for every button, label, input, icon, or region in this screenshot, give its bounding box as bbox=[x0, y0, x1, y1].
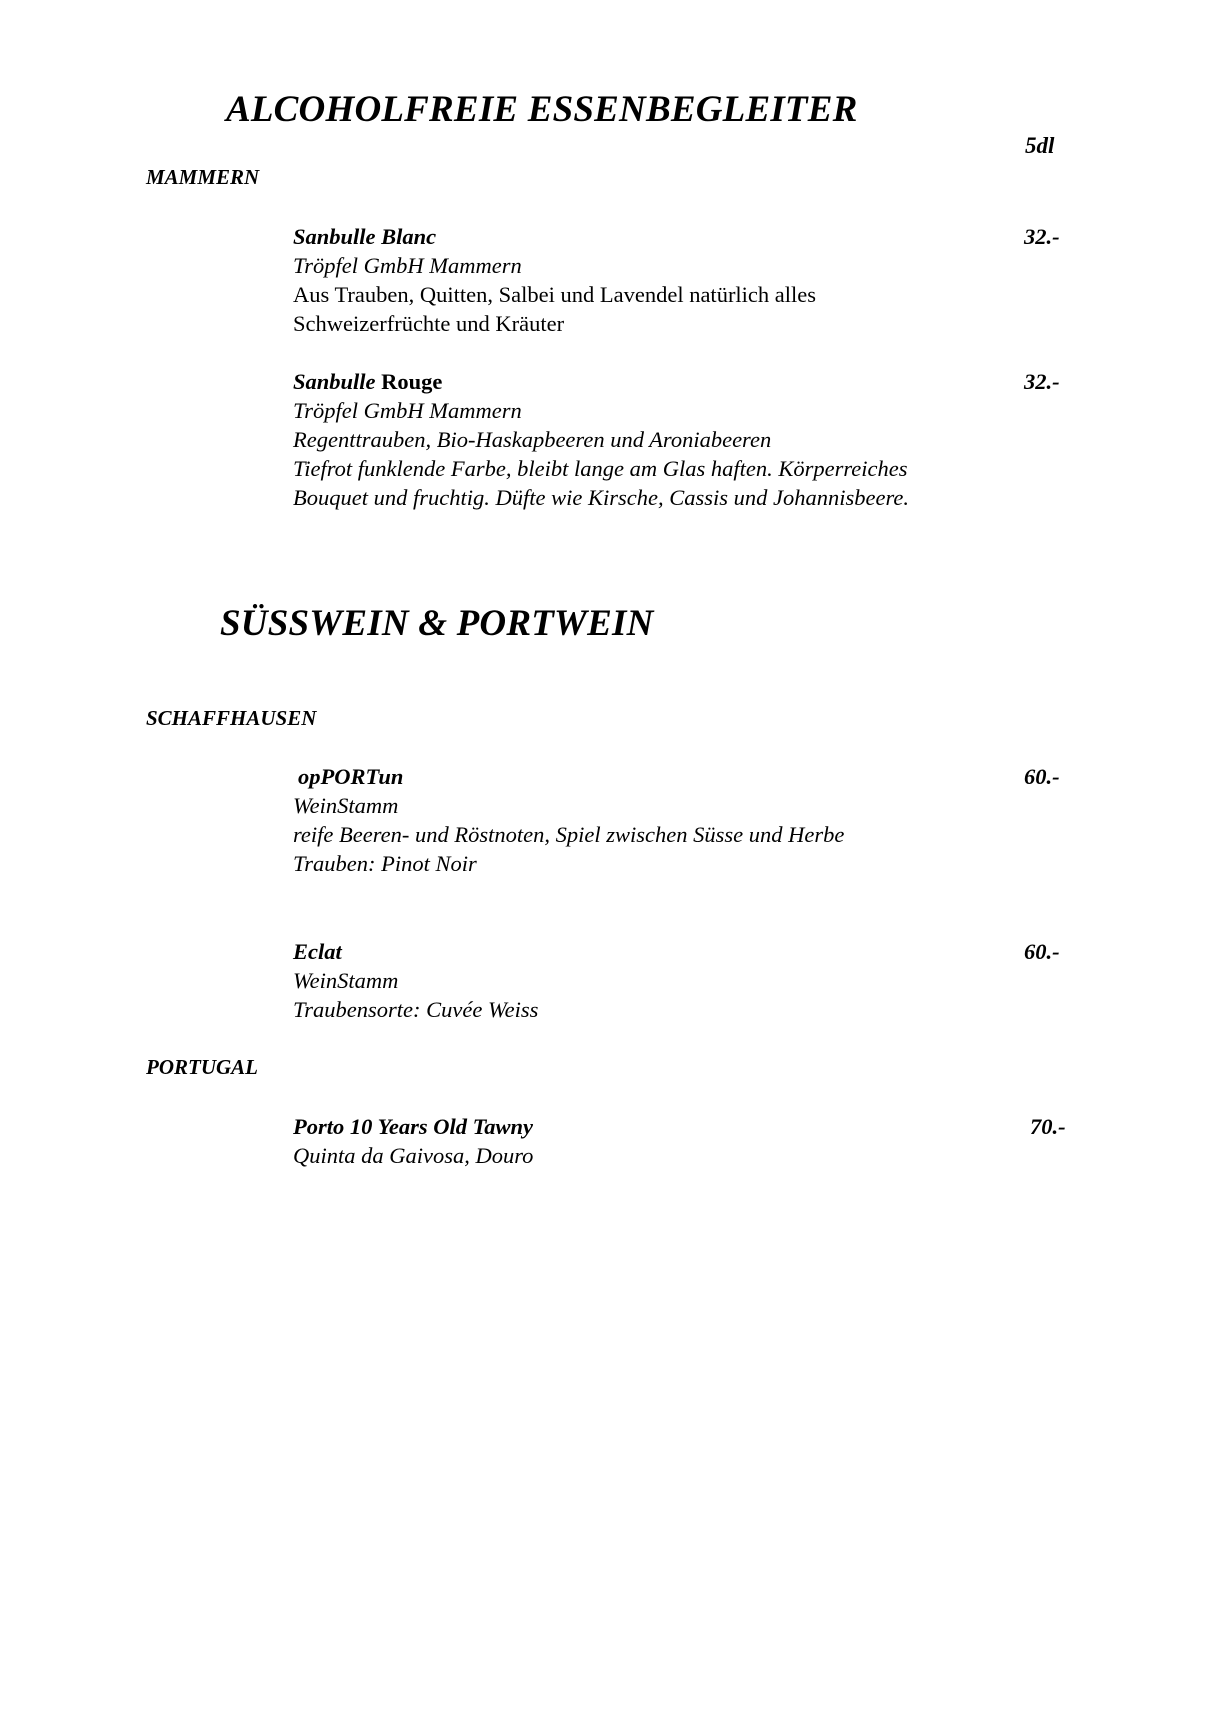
item-name: Sanbulle Rouge bbox=[293, 369, 443, 394]
region-label-portugal: PORTUGAL bbox=[146, 1055, 258, 1079]
item-name: Sanbulle Blanc bbox=[293, 224, 437, 249]
item-name: Porto 10 Years Old Tawny bbox=[293, 1114, 534, 1139]
item-producer: Tröpfel GmbH Mammern bbox=[293, 398, 522, 423]
section-title-alcoholfree: ALCOHOLFREIE ESSENBEGLEITER bbox=[226, 89, 858, 130]
item-description-line: Trauben: Pinot Noir bbox=[293, 851, 477, 876]
item-description-line: Aus Trauben, Quitten, Salbei und Lavendel natürlich alles bbox=[293, 282, 817, 307]
item-price: 60.- bbox=[1024, 764, 1060, 789]
menu-item-porto-tawny bbox=[293, 1112, 1073, 1170]
item-name: Eclat bbox=[293, 939, 342, 964]
menu-item-sanbulle-rouge bbox=[293, 367, 1073, 512]
volume-unit-label: 5dl bbox=[1025, 133, 1055, 158]
item-producer: Quinta da Gaivosa, Douro bbox=[293, 1143, 534, 1168]
item-description-line: reife Beeren- und Röstnoten, Spiel zwischen Süsse und Herbe bbox=[293, 822, 845, 847]
item-description-line: Traubensorte: Cuvée Weiss bbox=[293, 997, 539, 1022]
item-price: 32.- bbox=[1024, 369, 1060, 394]
item-description-line: Tiefrot funklende Farbe, bleibt lange am Glas haften. Körperreiches bbox=[293, 456, 908, 481]
region-label-mammern: MAMMERN bbox=[146, 165, 260, 189]
item-price: 60.- bbox=[1024, 939, 1060, 964]
item-producer: WeinStamm bbox=[293, 793, 399, 818]
item-price: 70.- bbox=[1030, 1114, 1066, 1139]
region-label-schaffhausen: SCHAFFHAUSEN bbox=[146, 706, 317, 730]
menu-item-sanbulle-blanc bbox=[293, 222, 1073, 338]
item-producer: WeinStamm bbox=[293, 968, 399, 993]
item-name: opPORTun bbox=[298, 764, 404, 789]
item-price: 32.- bbox=[1024, 224, 1060, 249]
item-producer: Tröpfel GmbH Mammern bbox=[293, 253, 522, 278]
item-description-line: Schweizerfrüchte und Kräuter bbox=[293, 311, 565, 336]
menu-item-opportun bbox=[293, 762, 1073, 878]
section-title-dessert-wine: SÜSSWEIN & PORTWEIN bbox=[220, 603, 654, 644]
item-description-line: Regenttrauben, Bio-Haskapbeeren und Aroniabeeren bbox=[293, 427, 772, 452]
item-description-line: Bouquet und fruchtig. Düfte wie Kirsche, Cassis und Johannisbeere. bbox=[293, 485, 909, 510]
menu-item-eclat bbox=[293, 937, 1073, 1024]
